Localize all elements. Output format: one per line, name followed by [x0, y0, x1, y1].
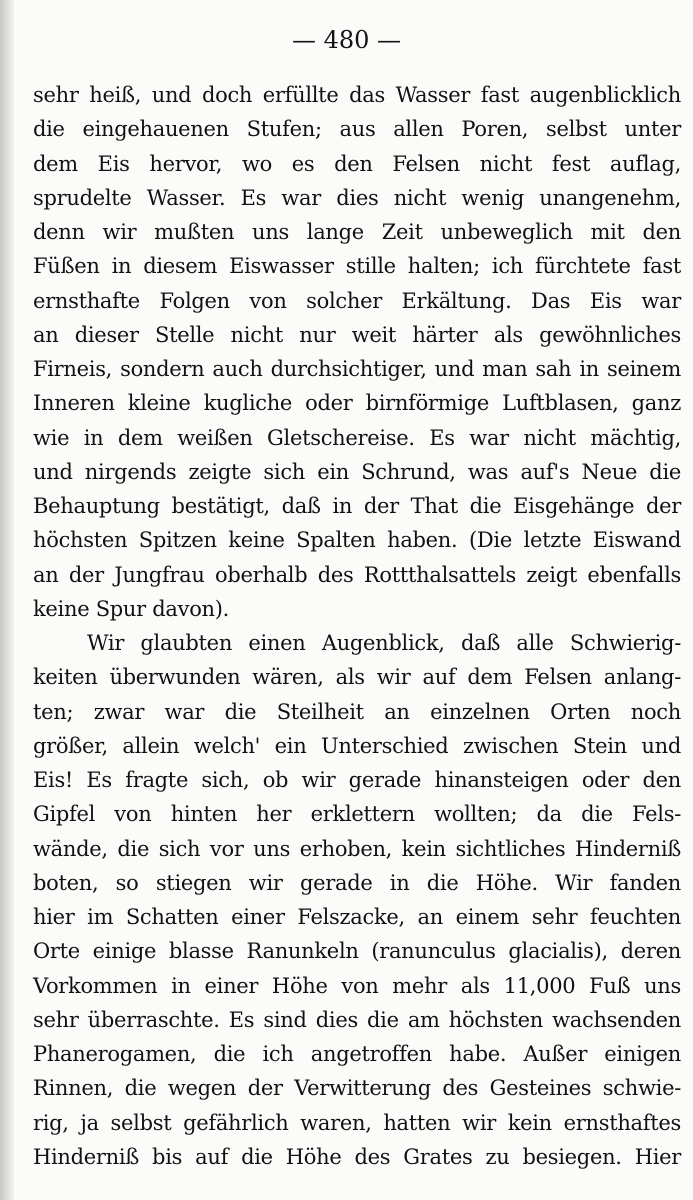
- text-line: sprudelte Wasser. Es war dies nicht wenig unangenehm,: [33, 185, 681, 210]
- body-text: [33, 78, 681, 1174]
- binding-gutter: [0, 0, 14, 1200]
- text-line: höchsten Spitzen keine Spalten haben. (Die letzte Eiswand: [33, 528, 681, 553]
- text-line: denn wir mußten uns lange Zeit unbeweglich mit den: [33, 220, 681, 244]
- text-line: ten; zwar war die Steilheit an einzelnen Orten noch: [33, 699, 681, 724]
- text-line: Rinnen, die wegen der Verwitterung des Gesteines schwie-: [33, 1076, 681, 1101]
- text-line: keiten überwunden wären, als wir auf dem Felsen anlang-: [33, 665, 681, 690]
- paragraph-start-line: Wir glaubten einen Augenblick, daß alle Schwierig-: [87, 631, 681, 655]
- text-line: Phanerogamen, die ich angetroffen habe. Außer einigen: [33, 1042, 681, 1066]
- text-line: sehr heiß, und doch erfüllte das Wasser fast augenblicklich: [33, 83, 681, 107]
- page-number: — 480 —: [291, 26, 402, 54]
- text-line: Inneren kleine kugliche oder birnförmige Luftblasen, ganz: [33, 391, 681, 416]
- text-line: Orte einige blasse Ranunkeln (ranunculus glacialis), deren: [33, 939, 681, 964]
- text-line: Hinderniß bis auf die Höhe des Grates zu besiegen. Hier: [33, 1144, 681, 1169]
- text-line: hier im Schatten einer Felszacke, an einem sehr feuchten: [33, 905, 681, 929]
- text-line: wände, die sich vor uns erhoben, kein sichtliches Hinderniß: [33, 836, 681, 861]
- text-line: Behauptung bestätigt, daß in der That die Eisgehänge der: [33, 494, 681, 518]
- text-line: wie in dem weißen Gletschereise. Es war nicht mächtig,: [33, 425, 681, 450]
- text-line: Vorkommen in einer Höhe von mehr als 11,000 Fuß uns: [33, 973, 681, 998]
- text-line: rig, ja selbst gefährlich waren, hatten wir kein ernsthaftes: [33, 1110, 681, 1135]
- text-line: Füßen in diesem Eiswasser stille halten; ich fürchtete fast: [33, 254, 681, 279]
- text-line: sehr überraschte. Es sind dies die am höchsten wachsenden: [33, 1007, 681, 1032]
- paragraph-end-line: keine Spur davon).: [33, 596, 230, 621]
- text-line: an der Jungfrau oberhalb des Rottthalsattels zeigt ebenfalls: [33, 562, 681, 587]
- text-line: an dieser Stelle nicht nur weit härter als gewöhnliches: [33, 322, 681, 347]
- text-line: dem Eis hervor, wo es den Felsen nicht fest auflag,: [33, 151, 681, 176]
- text-line: größer, allein welch' ein Unterschied zwischen Stein und: [33, 733, 681, 758]
- text-line: Gipfel von hinten her erklettern wollten; da die Fels-: [33, 802, 681, 827]
- text-line: Eis! Es fragte sich, ob wir gerade hinansteigen oder den: [33, 768, 681, 792]
- text-line: und nirgends zeigte sich ein Schrund, was auf's Neue die: [33, 459, 681, 484]
- text-line: Firneis, sondern auch durchsichtiger, und man sah in seinem: [33, 357, 681, 381]
- text-line: die eingehauenen Stufen; aus allen Poren, selbst unter: [33, 117, 681, 142]
- text-line: boten, so stiegen wir gerade in die Höhe. Wir fanden: [33, 870, 681, 895]
- text-line: ernsthafte Folgen von solcher Erkältung. Das Eis war: [33, 288, 681, 313]
